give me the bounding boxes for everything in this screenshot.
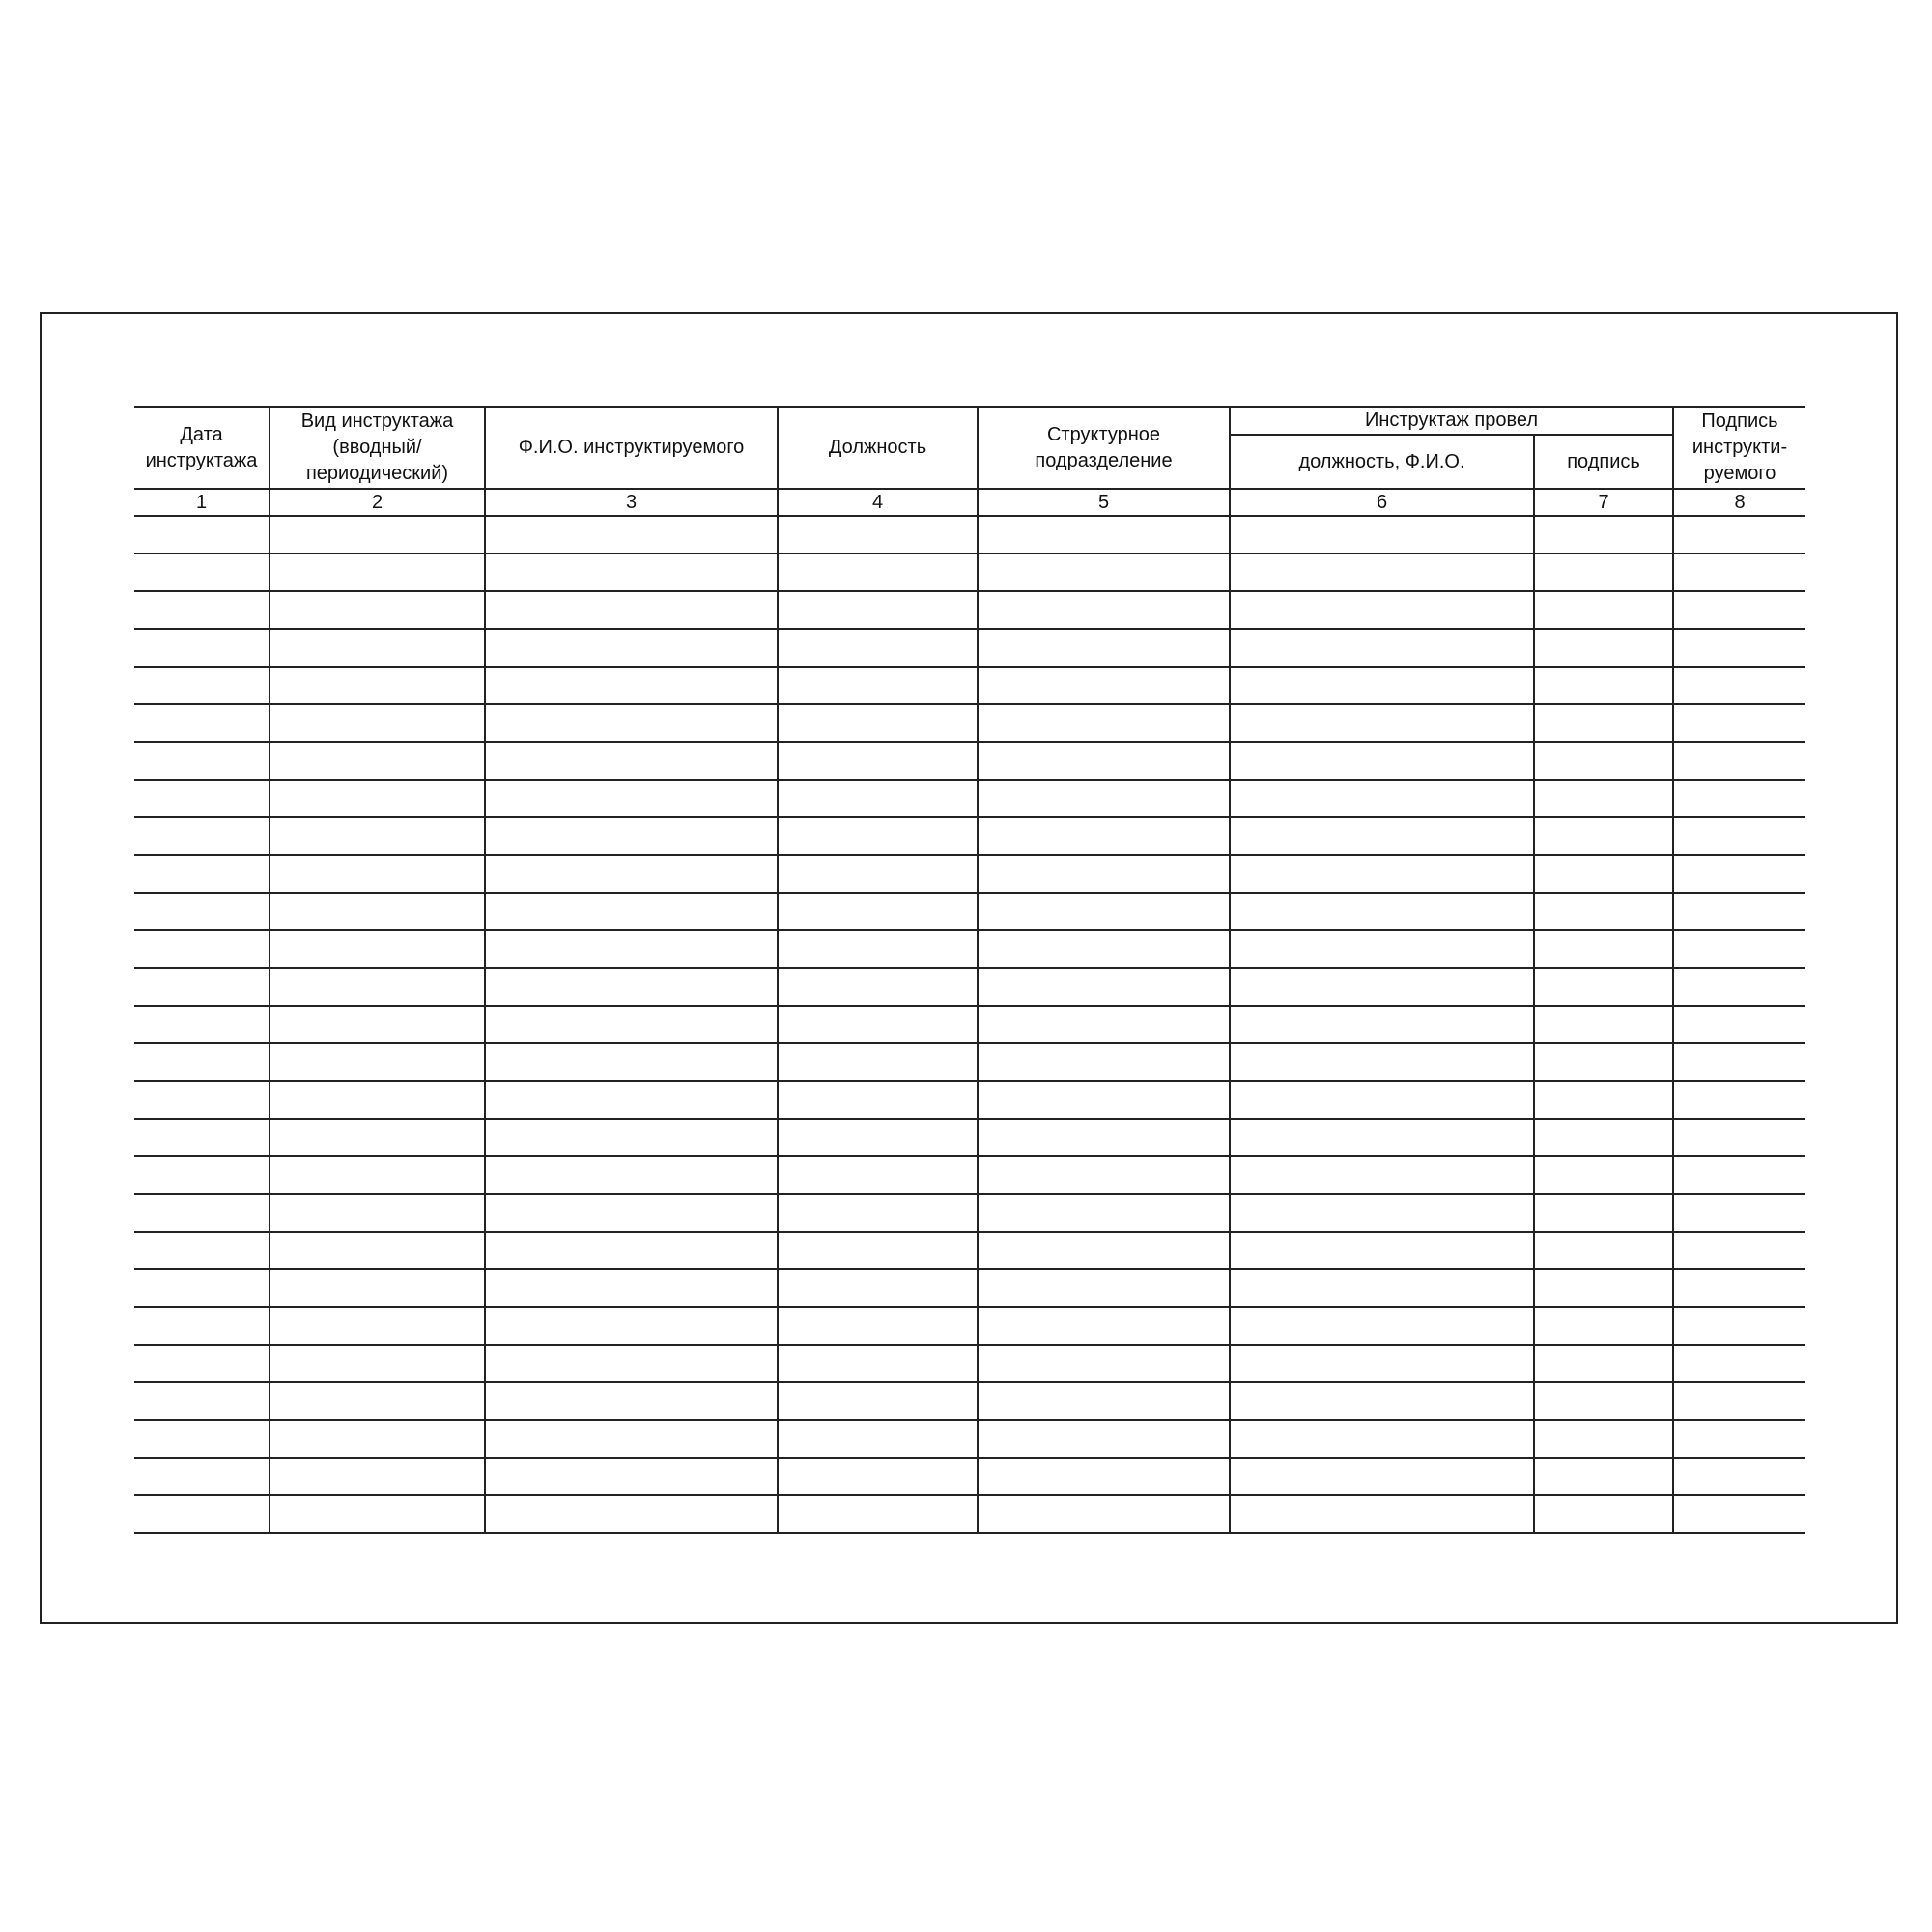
header-instructor-position-name: должность, Ф.И.О. (1230, 435, 1534, 489)
header-department: Структурное подразделение (978, 407, 1230, 489)
table-cell[interactable] (1534, 629, 1673, 667)
table-cell[interactable] (1673, 1081, 1805, 1119)
table-cell[interactable] (1534, 1156, 1673, 1194)
table-cell[interactable] (134, 591, 270, 629)
header-instructor-group: Инструктаж провел (1230, 407, 1673, 435)
column-number: 3 (485, 489, 778, 516)
table-cell[interactable] (270, 1420, 485, 1458)
table-cell[interactable] (1673, 1119, 1805, 1156)
table-cell[interactable] (1673, 742, 1805, 780)
table-cell[interactable] (778, 629, 978, 667)
table-cell[interactable] (1230, 1043, 1534, 1081)
table-cell[interactable] (1230, 629, 1534, 667)
table-cell[interactable] (134, 516, 270, 554)
table-cell[interactable] (778, 1232, 978, 1269)
table-cell[interactable] (778, 742, 978, 780)
table-cell[interactable] (485, 1382, 778, 1420)
header-trainee-signature: Подпись инструкти-руемого (1673, 407, 1805, 489)
table-cell[interactable] (134, 1043, 270, 1081)
table-cell[interactable] (978, 780, 1230, 817)
table-cell[interactable] (778, 893, 978, 930)
table-row (134, 704, 1805, 742)
table-cell[interactable] (485, 516, 778, 554)
table-cell[interactable] (1534, 1232, 1673, 1269)
table-row (134, 554, 1805, 591)
table-cell[interactable] (978, 629, 1230, 667)
table-cell[interactable] (1230, 742, 1534, 780)
table-cell[interactable] (978, 968, 1230, 1006)
table-cell[interactable] (485, 1006, 778, 1043)
table-cell[interactable] (978, 667, 1230, 704)
table-cell[interactable] (134, 1495, 270, 1533)
table-cell[interactable] (485, 1081, 778, 1119)
table-cell[interactable] (1230, 667, 1534, 704)
table-cell[interactable] (134, 930, 270, 968)
table-cell[interactable] (270, 554, 485, 591)
table-cell[interactable] (978, 817, 1230, 855)
table-cell[interactable] (134, 1307, 270, 1345)
table-cell[interactable] (485, 1194, 778, 1232)
table-cell[interactable] (485, 591, 778, 629)
table-cell[interactable] (270, 1194, 485, 1232)
table-cell[interactable] (778, 667, 978, 704)
table-cell[interactable] (134, 1232, 270, 1269)
table-cell[interactable] (978, 742, 1230, 780)
table-row (134, 780, 1805, 817)
table-cell[interactable] (1230, 1269, 1534, 1307)
table-row (134, 1006, 1805, 1043)
table-row (134, 1232, 1805, 1269)
table-cell[interactable] (778, 1006, 978, 1043)
table-cell[interactable] (778, 1495, 978, 1533)
header-position: Должность (778, 407, 978, 489)
table-cell[interactable] (778, 1420, 978, 1458)
table-cell[interactable] (1673, 1156, 1805, 1194)
table-cell[interactable] (1673, 1006, 1805, 1043)
column-number: 7 (1534, 489, 1673, 516)
table-cell[interactable] (1673, 629, 1805, 667)
table-cell[interactable] (270, 629, 485, 667)
table-cell[interactable] (778, 1156, 978, 1194)
table-row (134, 1081, 1805, 1119)
header-full-name: Ф.И.О. инструктируемого (485, 407, 778, 489)
table-cell[interactable] (1534, 1269, 1673, 1307)
table-cell[interactable] (978, 1006, 1230, 1043)
table-cell[interactable] (1230, 1382, 1534, 1420)
table-cell[interactable] (1230, 704, 1534, 742)
table-cell[interactable] (134, 1006, 270, 1043)
table-row (134, 1495, 1805, 1533)
table-cell[interactable] (1230, 1345, 1534, 1382)
table-cell[interactable] (978, 1156, 1230, 1194)
table-cell[interactable] (1673, 704, 1805, 742)
table-cell[interactable] (1230, 1495, 1534, 1533)
table-cell[interactable] (270, 1043, 485, 1081)
table-cell[interactable] (778, 780, 978, 817)
table-cell[interactable] (1534, 591, 1673, 629)
table-cell[interactable] (1673, 591, 1805, 629)
table-cell[interactable] (134, 1420, 270, 1458)
table-cell[interactable] (1534, 1345, 1673, 1382)
table-row (134, 1119, 1805, 1156)
table-cell[interactable] (978, 1043, 1230, 1081)
table-cell[interactable] (1230, 855, 1534, 893)
table-cell[interactable] (485, 742, 778, 780)
table-cell[interactable] (1673, 780, 1805, 817)
table-cell[interactable] (778, 968, 978, 1006)
table-cell[interactable] (485, 1043, 778, 1081)
table-cell[interactable] (1673, 1420, 1805, 1458)
table-cell[interactable] (134, 1382, 270, 1420)
table-cell[interactable] (270, 516, 485, 554)
table-cell[interactable] (270, 667, 485, 704)
table-cell[interactable] (1534, 968, 1673, 1006)
table-cell[interactable] (1534, 742, 1673, 780)
table-row (134, 930, 1805, 968)
table-cell[interactable] (1534, 1458, 1673, 1495)
table-cell[interactable] (485, 1345, 778, 1382)
table-cell[interactable] (270, 780, 485, 817)
column-number: 2 (270, 489, 485, 516)
table-cell[interactable] (485, 1156, 778, 1194)
column-number: 5 (978, 489, 1230, 516)
table-cell[interactable] (978, 1194, 1230, 1232)
table-cell[interactable] (1534, 893, 1673, 930)
header-date: Дата инструктажа (134, 407, 270, 489)
table-cell[interactable] (1673, 554, 1805, 591)
table-row (134, 1458, 1805, 1495)
table-cell[interactable] (270, 1382, 485, 1420)
table-cell[interactable] (270, 704, 485, 742)
column-number: 1 (134, 489, 270, 516)
table-cell[interactable] (1230, 1119, 1534, 1156)
table-cell[interactable] (1673, 1458, 1805, 1495)
table-cell[interactable] (778, 1458, 978, 1495)
table-cell[interactable] (778, 516, 978, 554)
table-cell[interactable] (270, 1081, 485, 1119)
table-cell[interactable] (978, 1119, 1230, 1156)
table-cell[interactable] (778, 855, 978, 893)
table-cell[interactable] (978, 1420, 1230, 1458)
table-cell[interactable] (1534, 516, 1673, 554)
table-row (134, 1382, 1805, 1420)
table-cell[interactable] (485, 667, 778, 704)
table-cell[interactable] (1673, 1269, 1805, 1307)
table-cell[interactable] (1534, 1006, 1673, 1043)
table-cell[interactable] (270, 1495, 485, 1533)
table-cell[interactable] (270, 1232, 485, 1269)
table-cell[interactable] (1673, 667, 1805, 704)
table-cell[interactable] (778, 1043, 978, 1081)
table-cell[interactable] (1534, 667, 1673, 704)
header-instructor-signature: подпись (1534, 435, 1673, 489)
table-cell[interactable] (978, 930, 1230, 968)
table-row (134, 1156, 1805, 1194)
table-cell[interactable] (1230, 1232, 1534, 1269)
table-cell[interactable] (1673, 516, 1805, 554)
table-cell[interactable] (978, 704, 1230, 742)
table-row (134, 742, 1805, 780)
table-cell[interactable] (1230, 1156, 1534, 1194)
table-cell[interactable] (134, 554, 270, 591)
table-cell[interactable] (1534, 704, 1673, 742)
table-cell[interactable] (485, 930, 778, 968)
table-cell[interactable] (134, 893, 270, 930)
table-cell[interactable] (1673, 930, 1805, 968)
table-cell[interactable] (485, 629, 778, 667)
table-cell[interactable] (1534, 1495, 1673, 1533)
table-cell[interactable] (485, 1119, 778, 1156)
table-cell[interactable] (778, 1194, 978, 1232)
table-cell[interactable] (1673, 1232, 1805, 1269)
table-cell[interactable] (134, 1194, 270, 1232)
table-row (134, 817, 1805, 855)
table-cell[interactable] (1673, 1194, 1805, 1232)
table-cell[interactable] (1673, 1043, 1805, 1081)
table-cell[interactable] (1673, 1345, 1805, 1382)
table-cell[interactable] (978, 1269, 1230, 1307)
table-cell[interactable] (978, 591, 1230, 629)
table-cell[interactable] (270, 1345, 485, 1382)
table-cell[interactable] (1230, 893, 1534, 930)
table-row (134, 893, 1805, 930)
table-cell[interactable] (270, 1458, 485, 1495)
table-cell[interactable] (270, 1119, 485, 1156)
table-cell[interactable] (778, 817, 978, 855)
table-cell[interactable] (1230, 1006, 1534, 1043)
table-cell[interactable] (778, 704, 978, 742)
table-cell[interactable] (485, 554, 778, 591)
table-cell[interactable] (485, 780, 778, 817)
table-cell[interactable] (134, 667, 270, 704)
journal-rows (134, 516, 1805, 1533)
table-cell[interactable] (1230, 1458, 1534, 1495)
table-row (134, 855, 1805, 893)
table-cell[interactable] (778, 930, 978, 968)
table-cell[interactable] (485, 1420, 778, 1458)
table-cell[interactable] (1230, 554, 1534, 591)
table-cell[interactable] (1230, 817, 1534, 855)
table-cell[interactable] (134, 855, 270, 893)
column-number: 8 (1673, 489, 1805, 516)
table-cell[interactable] (778, 1382, 978, 1420)
table-cell[interactable] (485, 817, 778, 855)
table-cell[interactable] (1534, 855, 1673, 893)
table-cell[interactable] (1230, 516, 1534, 554)
table-cell[interactable] (134, 1345, 270, 1382)
table-cell[interactable] (134, 629, 270, 667)
table-cell[interactable] (1534, 1119, 1673, 1156)
table-cell[interactable] (778, 1307, 978, 1345)
table-cell[interactable] (978, 1232, 1230, 1269)
table-cell[interactable] (978, 516, 1230, 554)
table-row (134, 1269, 1805, 1307)
table-cell[interactable] (1230, 1081, 1534, 1119)
table-cell[interactable] (1673, 893, 1805, 930)
table-cell[interactable] (1534, 1382, 1673, 1420)
table-cell[interactable] (485, 855, 778, 893)
table-cell[interactable] (1673, 817, 1805, 855)
table-cell[interactable] (778, 1269, 978, 1307)
table-cell[interactable] (485, 704, 778, 742)
table-cell[interactable] (1534, 817, 1673, 855)
table-cell[interactable] (134, 1156, 270, 1194)
table-cell[interactable] (485, 1495, 778, 1533)
table-row (134, 629, 1805, 667)
table-cell[interactable] (485, 1458, 778, 1495)
table-cell[interactable] (270, 930, 485, 968)
table-cell[interactable] (978, 554, 1230, 591)
table-cell[interactable] (1673, 1495, 1805, 1533)
table-cell[interactable] (978, 1495, 1230, 1533)
table-cell[interactable] (134, 1458, 270, 1495)
table-cell[interactable] (485, 1269, 778, 1307)
table-cell[interactable] (1534, 1307, 1673, 1345)
table-cell[interactable] (1534, 1420, 1673, 1458)
table-cell[interactable] (1534, 930, 1673, 968)
table-cell[interactable] (1534, 780, 1673, 817)
table-cell[interactable] (778, 591, 978, 629)
table-cell[interactable] (1534, 1043, 1673, 1081)
table-cell[interactable] (778, 1081, 978, 1119)
table-cell[interactable] (270, 817, 485, 855)
table-cell[interactable] (485, 1232, 778, 1269)
table-cell[interactable] (978, 1458, 1230, 1495)
table-cell[interactable] (485, 893, 778, 930)
table-cell[interactable] (134, 968, 270, 1006)
table-cell[interactable] (1230, 1420, 1534, 1458)
table-cell[interactable] (1534, 1194, 1673, 1232)
table-row (134, 1043, 1805, 1081)
table-cell[interactable] (1673, 1307, 1805, 1345)
table-cell[interactable] (978, 1081, 1230, 1119)
column-number: 4 (778, 489, 978, 516)
table-cell[interactable] (1534, 554, 1673, 591)
table-cell[interactable] (1230, 591, 1534, 629)
table-row (134, 1345, 1805, 1382)
table-cell[interactable] (778, 554, 978, 591)
table-cell[interactable] (1230, 1194, 1534, 1232)
table-cell[interactable] (978, 1345, 1230, 1382)
table-cell[interactable] (270, 742, 485, 780)
table-cell[interactable] (134, 742, 270, 780)
table-row (134, 1307, 1805, 1345)
table-cell[interactable] (778, 1345, 978, 1382)
table-row (134, 1194, 1805, 1232)
table-cell[interactable] (1534, 1081, 1673, 1119)
header-instruction-type: Вид инструктажа (вводный/ периодический) (270, 407, 485, 489)
table-cell[interactable] (134, 1269, 270, 1307)
table-cell[interactable] (485, 968, 778, 1006)
table-cell[interactable] (270, 893, 485, 930)
table-cell[interactable] (134, 780, 270, 817)
table-cell[interactable] (978, 1382, 1230, 1420)
table-cell[interactable] (1673, 968, 1805, 1006)
table-cell[interactable] (1230, 1307, 1534, 1345)
column-number: 6 (1230, 489, 1534, 516)
table-cell[interactable] (1673, 1382, 1805, 1420)
table-cell[interactable] (134, 817, 270, 855)
table-cell[interactable] (1673, 855, 1805, 893)
table-cell[interactable] (1230, 780, 1534, 817)
table-cell[interactable] (134, 1119, 270, 1156)
table-row (134, 591, 1805, 629)
table-cell[interactable] (270, 1156, 485, 1194)
table-cell[interactable] (778, 1119, 978, 1156)
table-cell[interactable] (1230, 968, 1534, 1006)
table-cell[interactable] (978, 1307, 1230, 1345)
table-cell[interactable] (134, 1081, 270, 1119)
table-cell[interactable] (270, 1006, 485, 1043)
instruction-journal-table (134, 406, 1805, 1534)
table-cell[interactable] (134, 704, 270, 742)
table-row (134, 667, 1805, 704)
table-cell[interactable] (270, 1269, 485, 1307)
table-row (134, 516, 1805, 554)
table-cell[interactable] (270, 591, 485, 629)
table-row (134, 1420, 1805, 1458)
table-cell[interactable] (270, 855, 485, 893)
table-row (134, 968, 1805, 1006)
table-cell[interactable] (978, 855, 1230, 893)
table-cell[interactable] (485, 1307, 778, 1345)
table-cell[interactable] (1230, 930, 1534, 968)
table-cell[interactable] (978, 893, 1230, 930)
table-cell[interactable] (270, 968, 485, 1006)
table-cell[interactable] (270, 1307, 485, 1345)
